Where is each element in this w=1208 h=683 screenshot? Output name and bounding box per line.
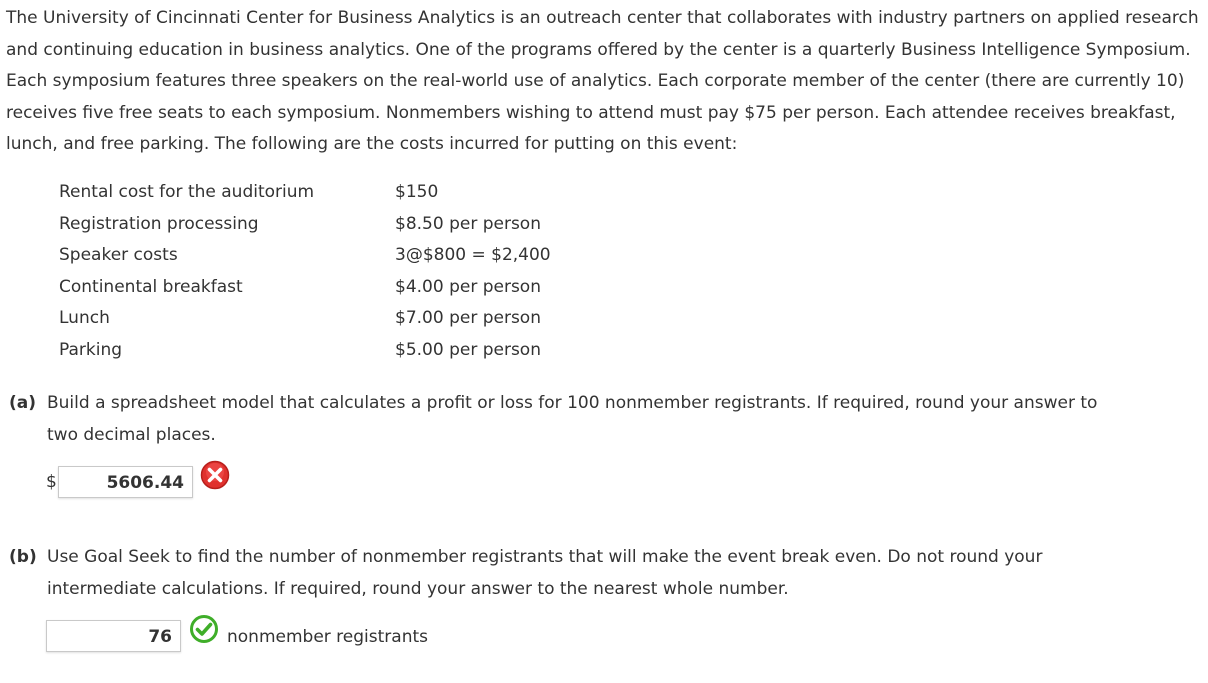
cost-item-label: Speaker costs: [59, 245, 178, 266]
part-a-question-line1: Build a spreadsheet model that calculates a profit or loss for 100 nonmember registrants. If required, round your answer to: [47, 393, 1098, 413]
cost-item-amount: $4.00 per person: [395, 276, 541, 297]
cost-item-amount: $8.50 per person: [395, 213, 541, 234]
table-row: [59, 209, 551, 241]
currency-symbol: $: [46, 472, 57, 492]
cost-item-label: Lunch: [59, 308, 110, 329]
cost-item-amount: $7.00 per person: [395, 308, 541, 329]
cost-item-label: Rental cost for the auditorium: [59, 182, 315, 202]
cost-table: [59, 177, 551, 367]
cost-item-label: Registration processing: [59, 213, 259, 234]
cost-item-label: Continental breakfast: [59, 276, 243, 297]
correct-check-icon: [189, 614, 219, 649]
part-a-label: (a): [9, 393, 37, 413]
part-b-label: (b): [9, 547, 37, 567]
part-b-answer-input[interactable]: 76: [46, 620, 181, 652]
cost-item-label: Parking: [59, 339, 123, 360]
problem-intro-text: The University of Cincinnati Center for Business Analytics is an outreach center that collaborates with industry partners on applied research and continuing education in business analytics. One of the programs offered by the center is a quarterly Business Intelligence Symposium. Each symposium features three speakers on the real-world use of analytics. Each corporate member of the center (there are currently 10) receives five free seats to each symposium. Nonmembers wishing to attend must pay $75 per person. Each attendee receives breakfast, lunch, and free parking. The following are the costs incurred for putting on this event:: [6, 8, 1199, 154]
part-a-question: [9, 388, 1199, 451]
table-row: [59, 177, 551, 209]
table-row: [59, 335, 551, 367]
table-row: [59, 303, 551, 335]
part-a-answer-input[interactable]: 5606.44: [58, 466, 193, 498]
part-b-unit-label: nonmember registrants: [227, 627, 428, 647]
part-b-question-line2: intermediate calculations. If required, round your answer to the nearest whole number.: [47, 578, 789, 599]
table-row: [59, 240, 551, 272]
cost-item-amount: $150: [395, 182, 439, 202]
incorrect-icon: [199, 459, 231, 496]
table-row: [59, 272, 551, 304]
part-b-question-line1: Use Goal Seek to find the number of nonmember registrants that will make the event break even. Do not round your: [47, 547, 1043, 567]
part-b-question: [9, 542, 1199, 605]
part-a-question-line2: two decimal places.: [47, 424, 216, 445]
cost-item-amount: 3@$800 = $2,400: [395, 245, 551, 266]
cost-item-amount: $5.00 per person: [395, 339, 541, 360]
